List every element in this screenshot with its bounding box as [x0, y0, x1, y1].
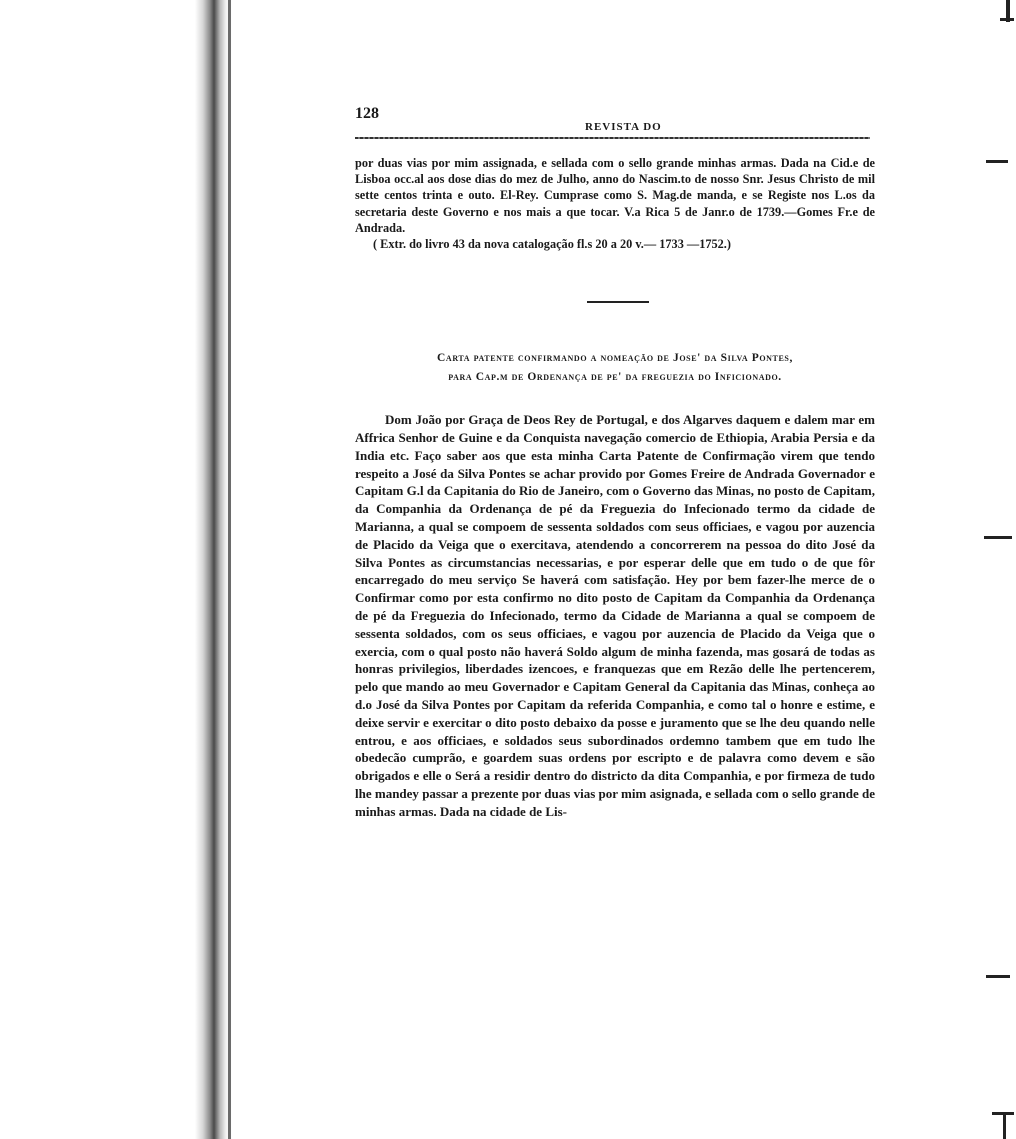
header-rule [355, 137, 870, 139]
gutter-shadow-line [228, 0, 231, 1139]
running-title: REVISTA DO [585, 121, 662, 133]
section-divider [587, 301, 649, 303]
letter-body: Dom João por Graça de Deos Rey de Portugal, e dos Algarves daquem e dalem mar em Affrica Senhor de Guine e da Conquista navegação comercio de Ethiopia, Arabia Persia e da India etc. Faço saber aos que esta minha Carta Patente de Confirmação virem que tendo respeito a José da Silva Pontes se achar provido por Gomes Freire de Andrada Governador e Capitam G.l da Capitania do Rio de Janeiro, com o Governo das Minas, no posto de Capitam, da Companhia da Ordenança de pé da Freguezia do Infecionado termo da cidade de Marianna, a qual se compoem de sessenta soldados com seus officiaes, e vagou por auzencia de Placido da Veiga que o exercitava, atendendo a concorrerem na pessoa do dito José da Silva Pontes as circumstancias necessarias, e por esperar delle que em tudo o de que fôr encarregado do meu serviço Se haverá com satisfação. Hey por bem fazer-lhe merce de o Confirmar como por esta confirmo no dito posto de Capitam da Companhia da Ordenança de pé da Freguezia do Infecionado, termo da Cidade de Marianna a qual se compoem de sessenta soldados, com os seus officiaes, e vagou por auzencia de Placido da Veiga que o exercia, com o qual posto não haverá Soldo algum de minha fazenda, mas gosará de todas as honras privilegios, liberdades izencoes, e franquezas que em Rezão delle lhe pertencerem, pelo que mando ao meu Governador e Capitam General da Capitania das Minas, conheça ao d.o José da Silva Pontes por Capitam da referida Companhia, e como tal o honre e estime, e deixe servir e exercitar o dito posto debaixo da posse e juramento que se lhe deu quando nelle entrou, e aos officiaes, e soldados seus subordinados ordemno tambem que em tudo lhe obedecão cumprão, e goardem suas ordens por escripto e de palavra como devem e são obrigados e elle o Será a residir dentro do districto da dita Companhia, e por firmeza de tudo lhe mandey passar a prezente por duas vias por mim asignada, e sellada com o sello grande de minhas armas. Dada na cidade de Lis- [355, 412, 875, 819]
right-page-edge [994, 0, 1016, 1139]
document-page [355, 105, 875, 834]
continued-paragraph: por duas vias por mim assignada, e sellada com o sello grande minhas armas. Dada na Cid.e de Lisboa occ.al aos dose dias do mez de Julho, anno do Nascim.to de nosso Snr. Jesus Christo de mil sette centos trinta e outo. El-Rey. Cumprase como S. Mag.de manda, e se Registe nos L.os da secretaria deste Governo e nos mais a que tocar. V.a Rica 5 de Janr.o de 1739.—Gomes Fr.e de Andrada. [355, 156, 875, 235]
page-header [355, 105, 875, 131]
book-binding-gutter [0, 0, 232, 1139]
page-number: 128 [355, 105, 379, 122]
section-title-line-1: Carta patente confirmando a nomeação de Jose' da Silva Pontes, [437, 352, 793, 365]
source-citation: ( Extr. do livro 43 da nova catalogação fl.s 20 a 20 v.— 1733 —1752.) [373, 237, 731, 252]
section-title-line-2: para Cap.m de Ordenança de pe' da freguezia do Inficionado. [448, 371, 782, 384]
section-title [355, 349, 875, 387]
